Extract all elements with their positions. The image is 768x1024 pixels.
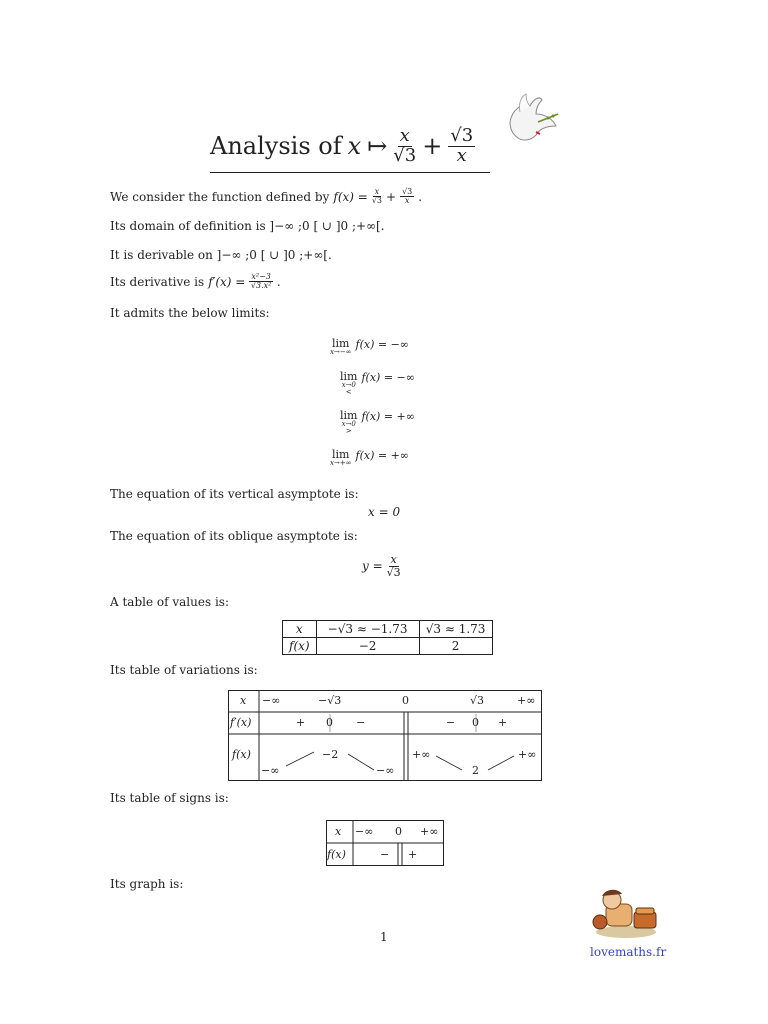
intro-fraction-2: $\frac{√3}{x}$ (402, 187, 413, 206)
intro-paragraph: We consider the function defined by f(x) = $\frac{x}{√3}$ + $\frac{√3}{x}$ . (110, 187, 423, 206)
vertical-asymptote-text: The equation of its vertical asymptote is: (110, 487, 359, 501)
values-table (282, 620, 493, 655)
variations-table-intro: Its table of variations is: (110, 663, 258, 677)
title-maps-to: ↦ (367, 132, 388, 160)
derivative-paragraph: Its derivative is f′(x) = $\frac{\text{x²−3}}{\text{√3.x²}}$ . (110, 272, 281, 291)
arrow-up (488, 756, 514, 770)
variations-table: x −∞ −√3 0 √3 +∞ f′(x) + 0 − − 0 + f(x) −∞ −2 −∞ +∞ 2 +∞ (228, 690, 542, 781)
title-var: x (347, 132, 362, 160)
arrow-up (286, 752, 314, 766)
intro-fraction-1: $\frac{x}{√3}$ (371, 187, 383, 206)
title-fraction-1: $\frac{x}{√3}$ (393, 124, 417, 166)
limit-row: lim x→0 > f(x) = +∞ (340, 409, 415, 435)
table-row: f(x) −2 2 (283, 638, 493, 655)
limit-row: lim x→0 < f(x) = −∞ (340, 370, 415, 396)
signs-table-intro: Its table of signs is: (110, 791, 229, 805)
arrow-down (436, 756, 462, 770)
mascot-icon (590, 886, 662, 940)
limit-row: lim x→+∞ f(x) = +∞ (330, 448, 409, 467)
dove-icon (500, 92, 560, 152)
footer-link[interactable]: lovemaths.fr (590, 945, 667, 959)
vertical-asymptote-eq: x = 0 (368, 505, 401, 519)
derivative-fraction: $\frac{\text{x²−3}}{\text{√3.x²}}$ (250, 272, 272, 291)
oblique-asymptote-eq: y = $\frac{x}{√3}$ (362, 553, 401, 579)
values-table-intro: A table of values is: (110, 595, 229, 609)
domain-paragraph: Its domain of definition is ]−∞ ;0 [ ∪ ]0 ;+∞[. (110, 219, 385, 233)
graph-intro: Its graph is: (110, 877, 184, 891)
title-fraction-2: $\frac{√3}{x}$ (450, 124, 474, 166)
title-plus: + (422, 132, 443, 160)
arrow-down (348, 754, 374, 770)
oblique-asymptote-text: The equation of its oblique asymptote is: (110, 529, 358, 543)
title-prefix: Analysis of (210, 132, 342, 160)
limits-intro: It admits the below limits: (110, 306, 270, 320)
signs-table: x −∞ 0 +∞ f(x) − + (326, 820, 444, 866)
limit-row: lim x→−∞ f(x) = −∞ (330, 337, 409, 356)
derivable-paragraph: It is derivable on ]−∞ ;0 [ ∪ ]0 ;+∞[. (110, 248, 332, 262)
page-title (210, 120, 490, 173)
table-row: x −√3 ≈ −1.73 √3 ≈ 1.73 (283, 621, 493, 638)
page-number: 1 (380, 930, 388, 944)
